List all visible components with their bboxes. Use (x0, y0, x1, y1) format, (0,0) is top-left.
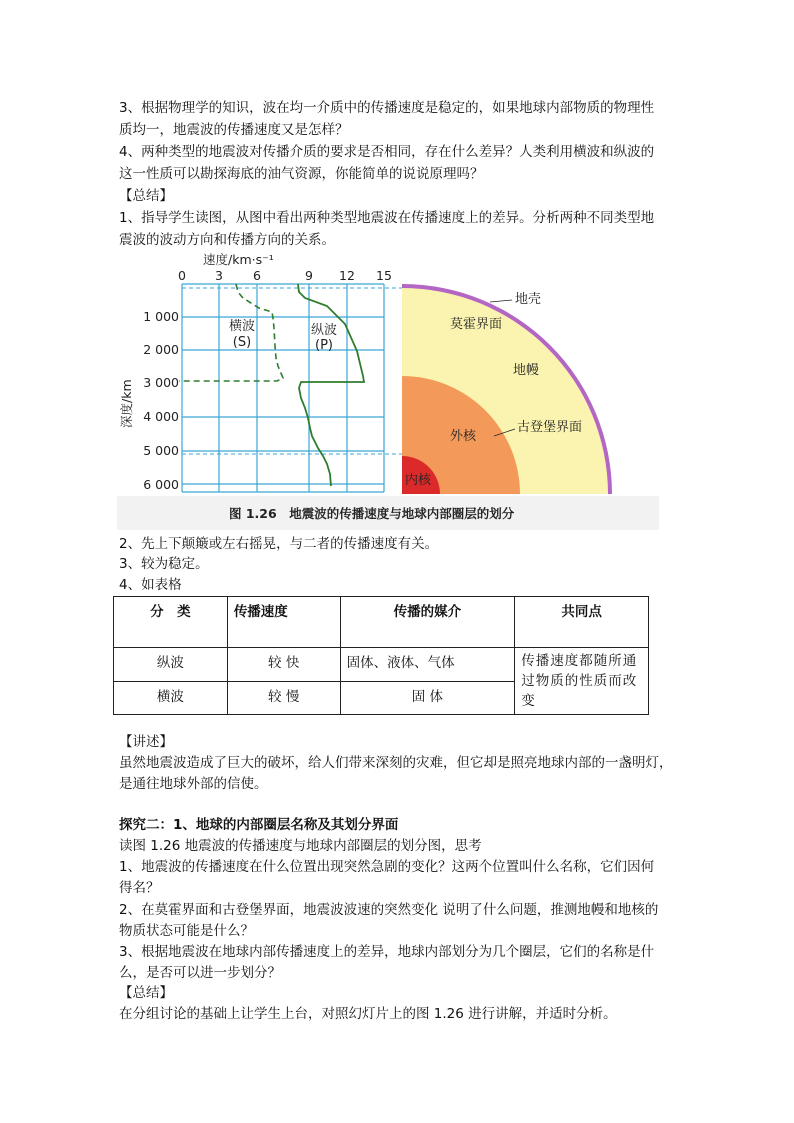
wave-comparison-table (113, 596, 649, 715)
y-tick: 1 000 (143, 309, 179, 324)
explore2-q3-line2: 么，是否可以进一步划分？ (119, 965, 281, 981)
table-header-cell: 传播速度 (227, 597, 340, 648)
x-tick: 6 (253, 268, 261, 283)
table-row (114, 648, 649, 682)
table-cell: 较 慢 (227, 681, 340, 715)
explore2-q1-line1: 1、地震波的传播速度在什么位置出现突然急剧的变化？这两个位置叫什么名称，它们因何 (119, 859, 655, 875)
moho-label: 莫霍界面 (450, 317, 503, 332)
question-4-line2: 这一性质可以勘探海底的油气资源，你能简单的说说原理吗？ (119, 166, 484, 182)
summary2-text: 在分组讨论的基础上让学生上台，对照幻灯片上的图 1.26 进行讲解，并适时分析。 (119, 1006, 617, 1022)
explore2-q3-line1: 3、根据地震波在地球内部传播速度上的差异，地球内部划分为几个圈层，它们的名称是什 (119, 944, 655, 960)
table-cell: 横波 (114, 681, 228, 715)
summary-point1-line2: 震波的波动方向和传播方向的关系。 (119, 232, 335, 248)
question-3-line2: 质均一，地震波的传播速度又是怎样？ (119, 122, 349, 138)
answer-2: 2、先上下颠簸或左右摇晃，与二者的传播速度有关。 (119, 536, 439, 552)
table-header-cell: 分 类 (114, 597, 228, 648)
inner-core-label: 内核 (405, 473, 432, 488)
table-cell: 较 快 (227, 648, 340, 682)
table-header-cell: 传播的媒介 (340, 597, 515, 648)
explore2-title: 探究二：1、地球的内部圈层名称及其划分界面 (119, 817, 399, 833)
answer-3: 3、较为稳定。 (119, 556, 209, 572)
question-4-line1: 4、两种类型的地震波对传播介质的要求是否相同，存在什么差异？人类利用横波和纵波的 (119, 144, 655, 160)
s-wave-label: 横波 (228, 319, 256, 334)
explore2-q2-line2: 物质状态可能是什么？ (119, 923, 254, 939)
question-3-line1: 3、根据物理学的知识，波在均一介质中的传播速度是稳定的，如果地球内部物质的物理性 (119, 100, 655, 116)
outer-core-label: 外核 (450, 429, 477, 444)
y-tick: 6 000 (143, 477, 179, 492)
x-tick: 9 (305, 268, 313, 283)
mantle-label: 地幔 (513, 363, 540, 378)
x-tick: 12 (339, 268, 355, 283)
explore2-q1-line2: 得名？ (119, 880, 160, 896)
seismic-wave-figure (117, 248, 659, 530)
y-tick: 2 000 (143, 342, 179, 357)
explore2-q2-line1: 2、在莫霍界面和古登堡界面，地震波波速的突然变化 说明了什么问题，推测地幔和地核的 (119, 902, 659, 918)
y-tick: 5 000 (143, 443, 179, 458)
table-common-cell: 传播速度都随所通过物质的性质而改变 (515, 648, 649, 715)
table-header-cell: 共同点 (515, 597, 649, 648)
summary-heading: 【总结】 (119, 188, 173, 204)
table-cell: 纵波 (114, 648, 228, 682)
crust-label: 地壳 (515, 292, 542, 307)
lecture-line2: 是通往地球外部的信使。 (119, 776, 268, 792)
table-header-row (114, 597, 649, 648)
gutenberg-label: 古登堡界面 (517, 420, 583, 435)
summary-point1-line1: 1、指导学生读图，从图中看出两种类型地震波在传播速度上的差异。分析两种不同类型地 (119, 210, 655, 226)
p-wave-label: 纵波 (310, 323, 338, 338)
figure-caption: 图 1.26 地震波的传播速度与地球内部圈层的划分 (229, 506, 515, 521)
lecture-heading: 【讲述】 (119, 734, 173, 750)
answer-4: 4、如表格 (119, 577, 182, 593)
x-axis-title: 速度/km·s⁻¹ (203, 252, 274, 267)
y-axis-title: 深度/km (119, 379, 134, 428)
summary2-heading: 【总结】 (119, 985, 173, 1001)
lecture-line1: 虽然地震波造成了巨大的破坏，给人们带来深刻的灾难，但它却是照亮地球内部的一盏明灯， (119, 755, 673, 771)
explore2-intro: 读图 1.26 地震波的传播速度与地球内部圈层的划分图，思考 (119, 838, 482, 854)
x-tick: 3 (215, 268, 223, 283)
x-tick: 15 (376, 268, 392, 283)
s-wave-symbol: (S) (232, 335, 252, 350)
x-tick: 0 (178, 268, 186, 283)
table-cell: 固 体 (340, 681, 515, 715)
table-cell: 固体、液体、气体 (340, 648, 515, 682)
y-tick: 4 000 (143, 409, 179, 424)
p-wave-symbol: (P) (315, 338, 333, 353)
y-tick: 3 000 (143, 375, 179, 390)
